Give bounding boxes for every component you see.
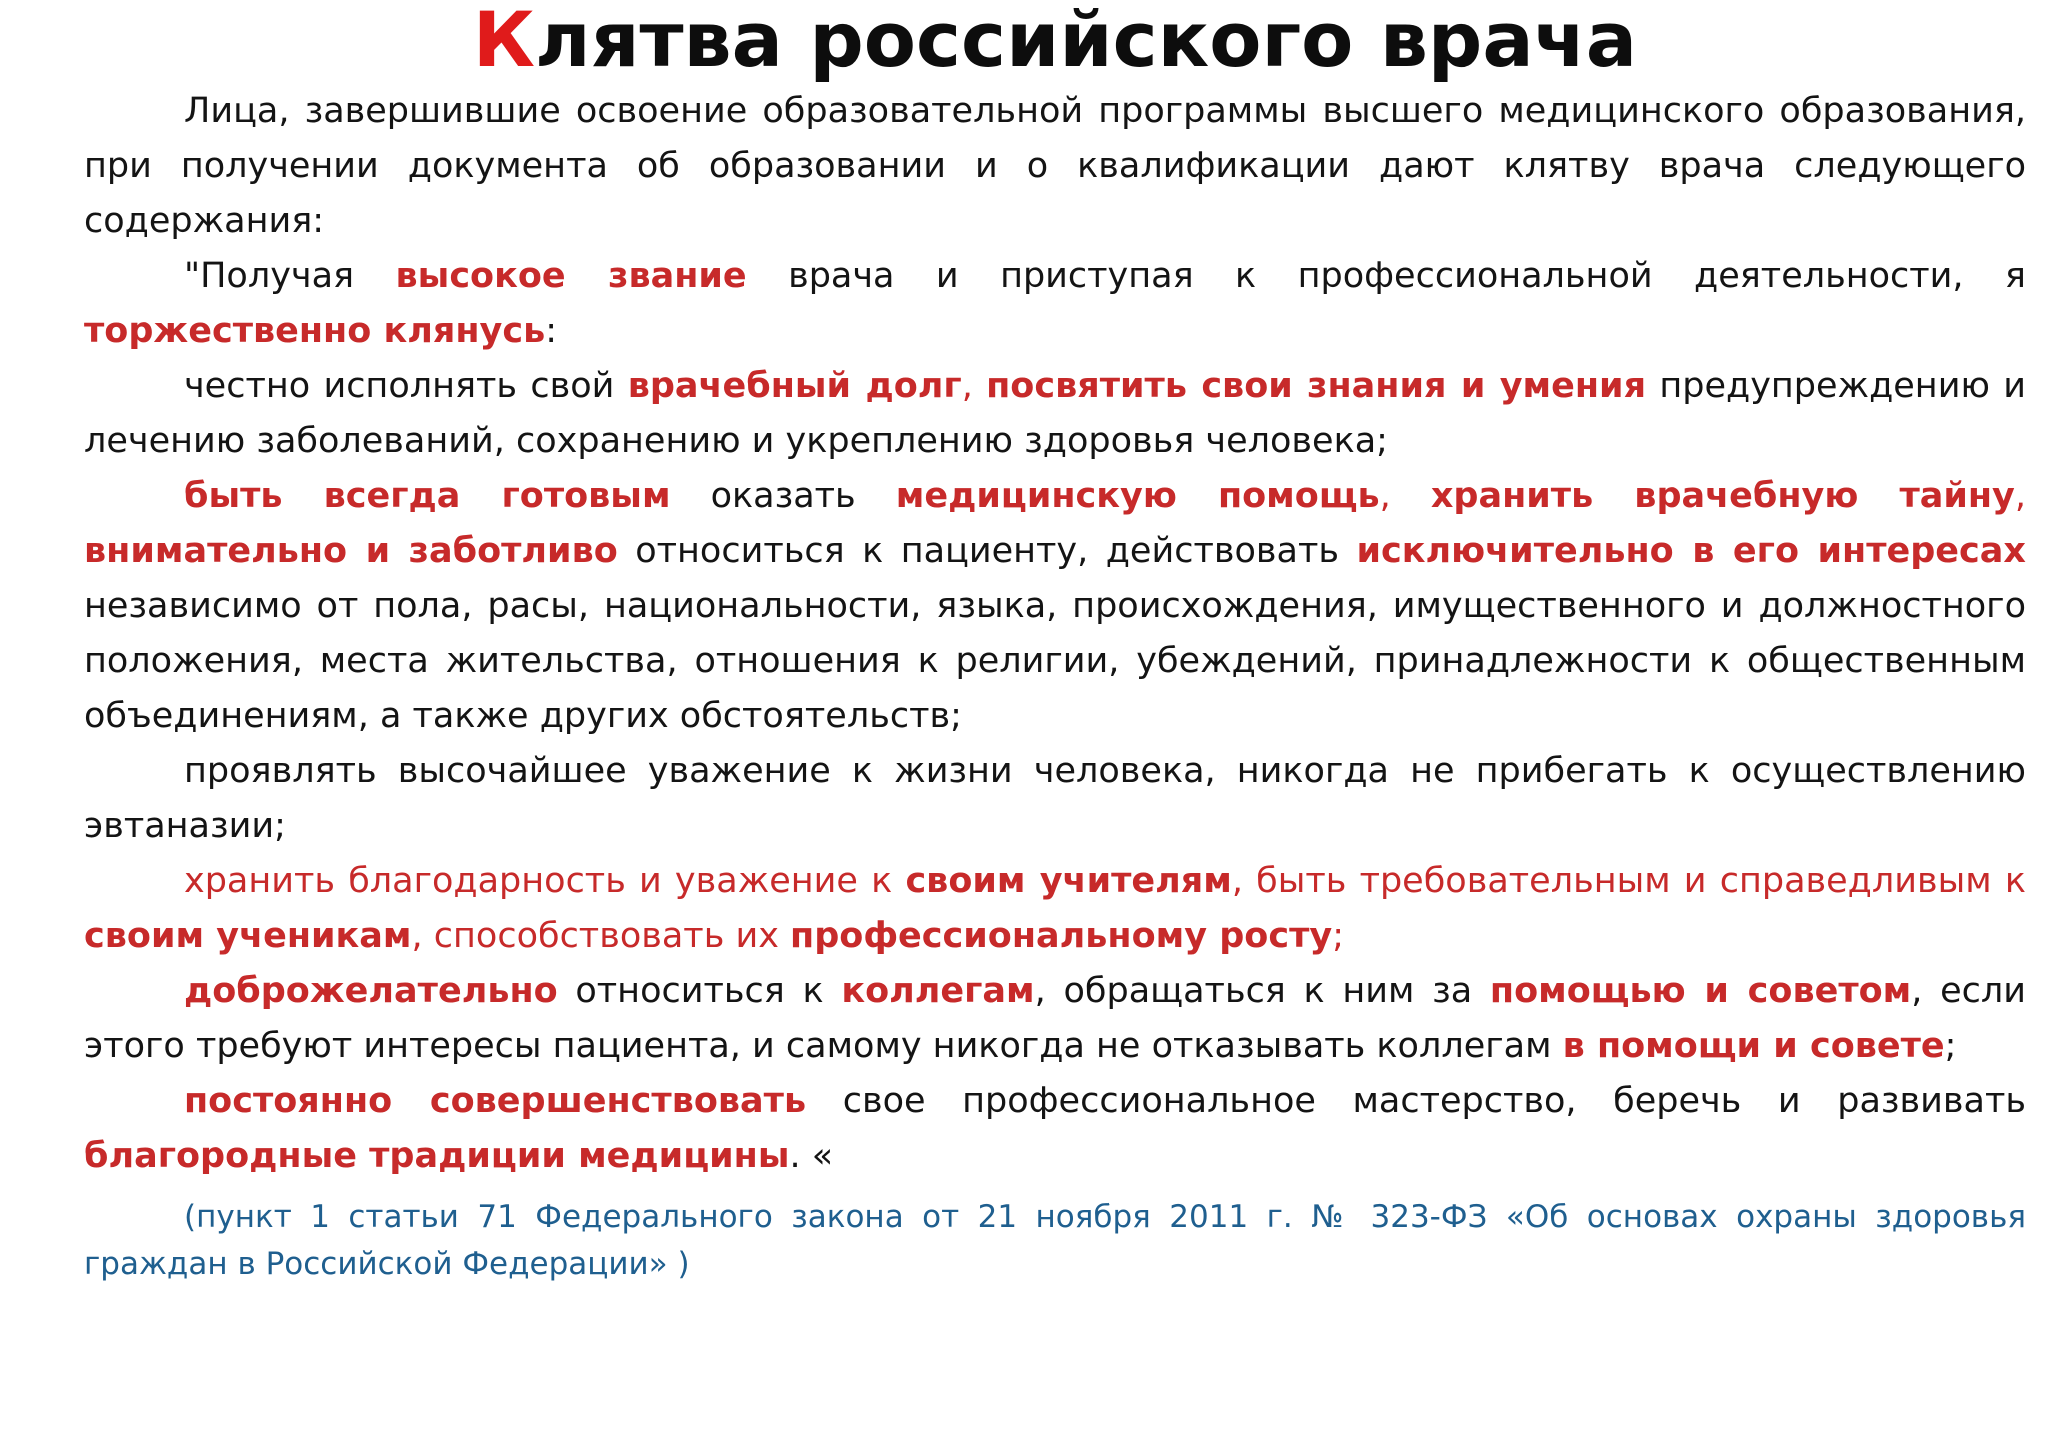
highlight-phrase: благородные традиции медицины bbox=[84, 1136, 790, 1176]
highlight-phrase: хранить врачебную тайну bbox=[1430, 476, 2015, 516]
text-run: , быть требовательным и справедливым к bbox=[1231, 861, 2026, 901]
oath-paragraph-2 bbox=[84, 359, 2026, 469]
highlight-phrase: своим ученикам bbox=[84, 916, 412, 956]
text-run: , bbox=[2014, 476, 2027, 516]
intro-paragraph: Лица, завершившие освоение образовательной программы высшего медицинского образования, при получении документа об образовании и о квалификации дают клятву врача следующего содержания: bbox=[84, 91, 2026, 241]
text-run: честно исполнять свой bbox=[184, 366, 628, 406]
highlight-phrase: быть всегда готовым bbox=[184, 476, 671, 516]
oath-paragraph-4: проявлять высочайшее уважение к жизни человека, никогда не прибегать к осуществлению эвтаназии; bbox=[84, 751, 2026, 846]
text-run: , bbox=[961, 366, 987, 406]
text-run: оказать bbox=[670, 476, 896, 516]
oath-paragraph-1 bbox=[84, 249, 2026, 359]
oath-paragraph-3 bbox=[84, 469, 2026, 744]
page-title bbox=[84, 0, 2026, 84]
text-run: , если этого требуют интересы пациента, и самому никогда не отказывать коллегам bbox=[84, 971, 2026, 1066]
oath-paragraph-5 bbox=[84, 854, 2026, 964]
highlight-phrase: профессиональному росту bbox=[790, 916, 1333, 956]
highlight-phrase: врачебный долг bbox=[627, 366, 962, 406]
highlight-phrase: посвятить свои знания и умения bbox=[986, 366, 1647, 406]
text-run: . « bbox=[789, 1136, 834, 1176]
highlight-phrase: высокое звание bbox=[395, 256, 747, 296]
oath-paragraph-6 bbox=[84, 964, 2026, 1074]
text-run: ; bbox=[1332, 916, 1345, 956]
text-run: , bbox=[1379, 476, 1431, 516]
highlight-phrase: помощью и советом bbox=[1489, 971, 1912, 1011]
highlight-phrase: доброжелательно bbox=[184, 971, 558, 1011]
text-run: хранить благодарность и уважение к bbox=[184, 861, 906, 901]
text-run: относиться к bbox=[557, 971, 842, 1011]
text-run: относиться к пациенту, действовать bbox=[617, 531, 1357, 571]
law-citation: (пункт 1 статьи 71 Федерального закона от 21 ноября 2011 г. № 323-ФЗ «Об основах охраны здоровья граждан в Российской Федерации» ) bbox=[84, 1199, 2026, 1282]
text-run: предупреждению и лечению заболеваний, сохранению и укреплению здоровья человека; bbox=[84, 366, 2026, 461]
text-run: независимо от пола, расы, национальности, языка, происхождения, имущественного и должностного положения, места жительства, отношения к религии, убеждений, принадлежности к общественным объединениям, а также других обстоятельств; bbox=[84, 586, 2026, 736]
oath-paragraph-7 bbox=[84, 1074, 2026, 1184]
title-first-letter: К bbox=[472, 0, 536, 84]
text-run: "Получая bbox=[184, 256, 396, 296]
highlight-phrase: в помощи и совете bbox=[1562, 1026, 1945, 1066]
text-run: врача и приступая к профессиональной деятельности, я bbox=[746, 256, 2026, 296]
text-run: : bbox=[545, 311, 558, 351]
text-run: ; bbox=[1944, 1026, 1957, 1066]
highlight-phrase: торжественно клянусь bbox=[84, 311, 546, 351]
text-run: свое профессиональное мастерство, беречь и развивать bbox=[806, 1081, 2026, 1121]
highlight-phrase: коллегам bbox=[841, 971, 1035, 1011]
highlight-phrase: исключительно в его интересах bbox=[1356, 531, 2026, 571]
highlight-phrase: внимательно и заботливо bbox=[84, 531, 618, 571]
title-rest: лятва российского врача bbox=[535, 0, 1638, 84]
text-run: , обращаться к ним за bbox=[1034, 971, 1490, 1011]
highlight-phrase: своим учителям bbox=[905, 861, 1232, 901]
highlight-phrase: медицинскую помощь bbox=[895, 476, 1380, 516]
document-page bbox=[84, 0, 2026, 1288]
text-run: , способствовать их bbox=[411, 916, 791, 956]
highlight-phrase: постоянно совершенствовать bbox=[184, 1081, 807, 1121]
